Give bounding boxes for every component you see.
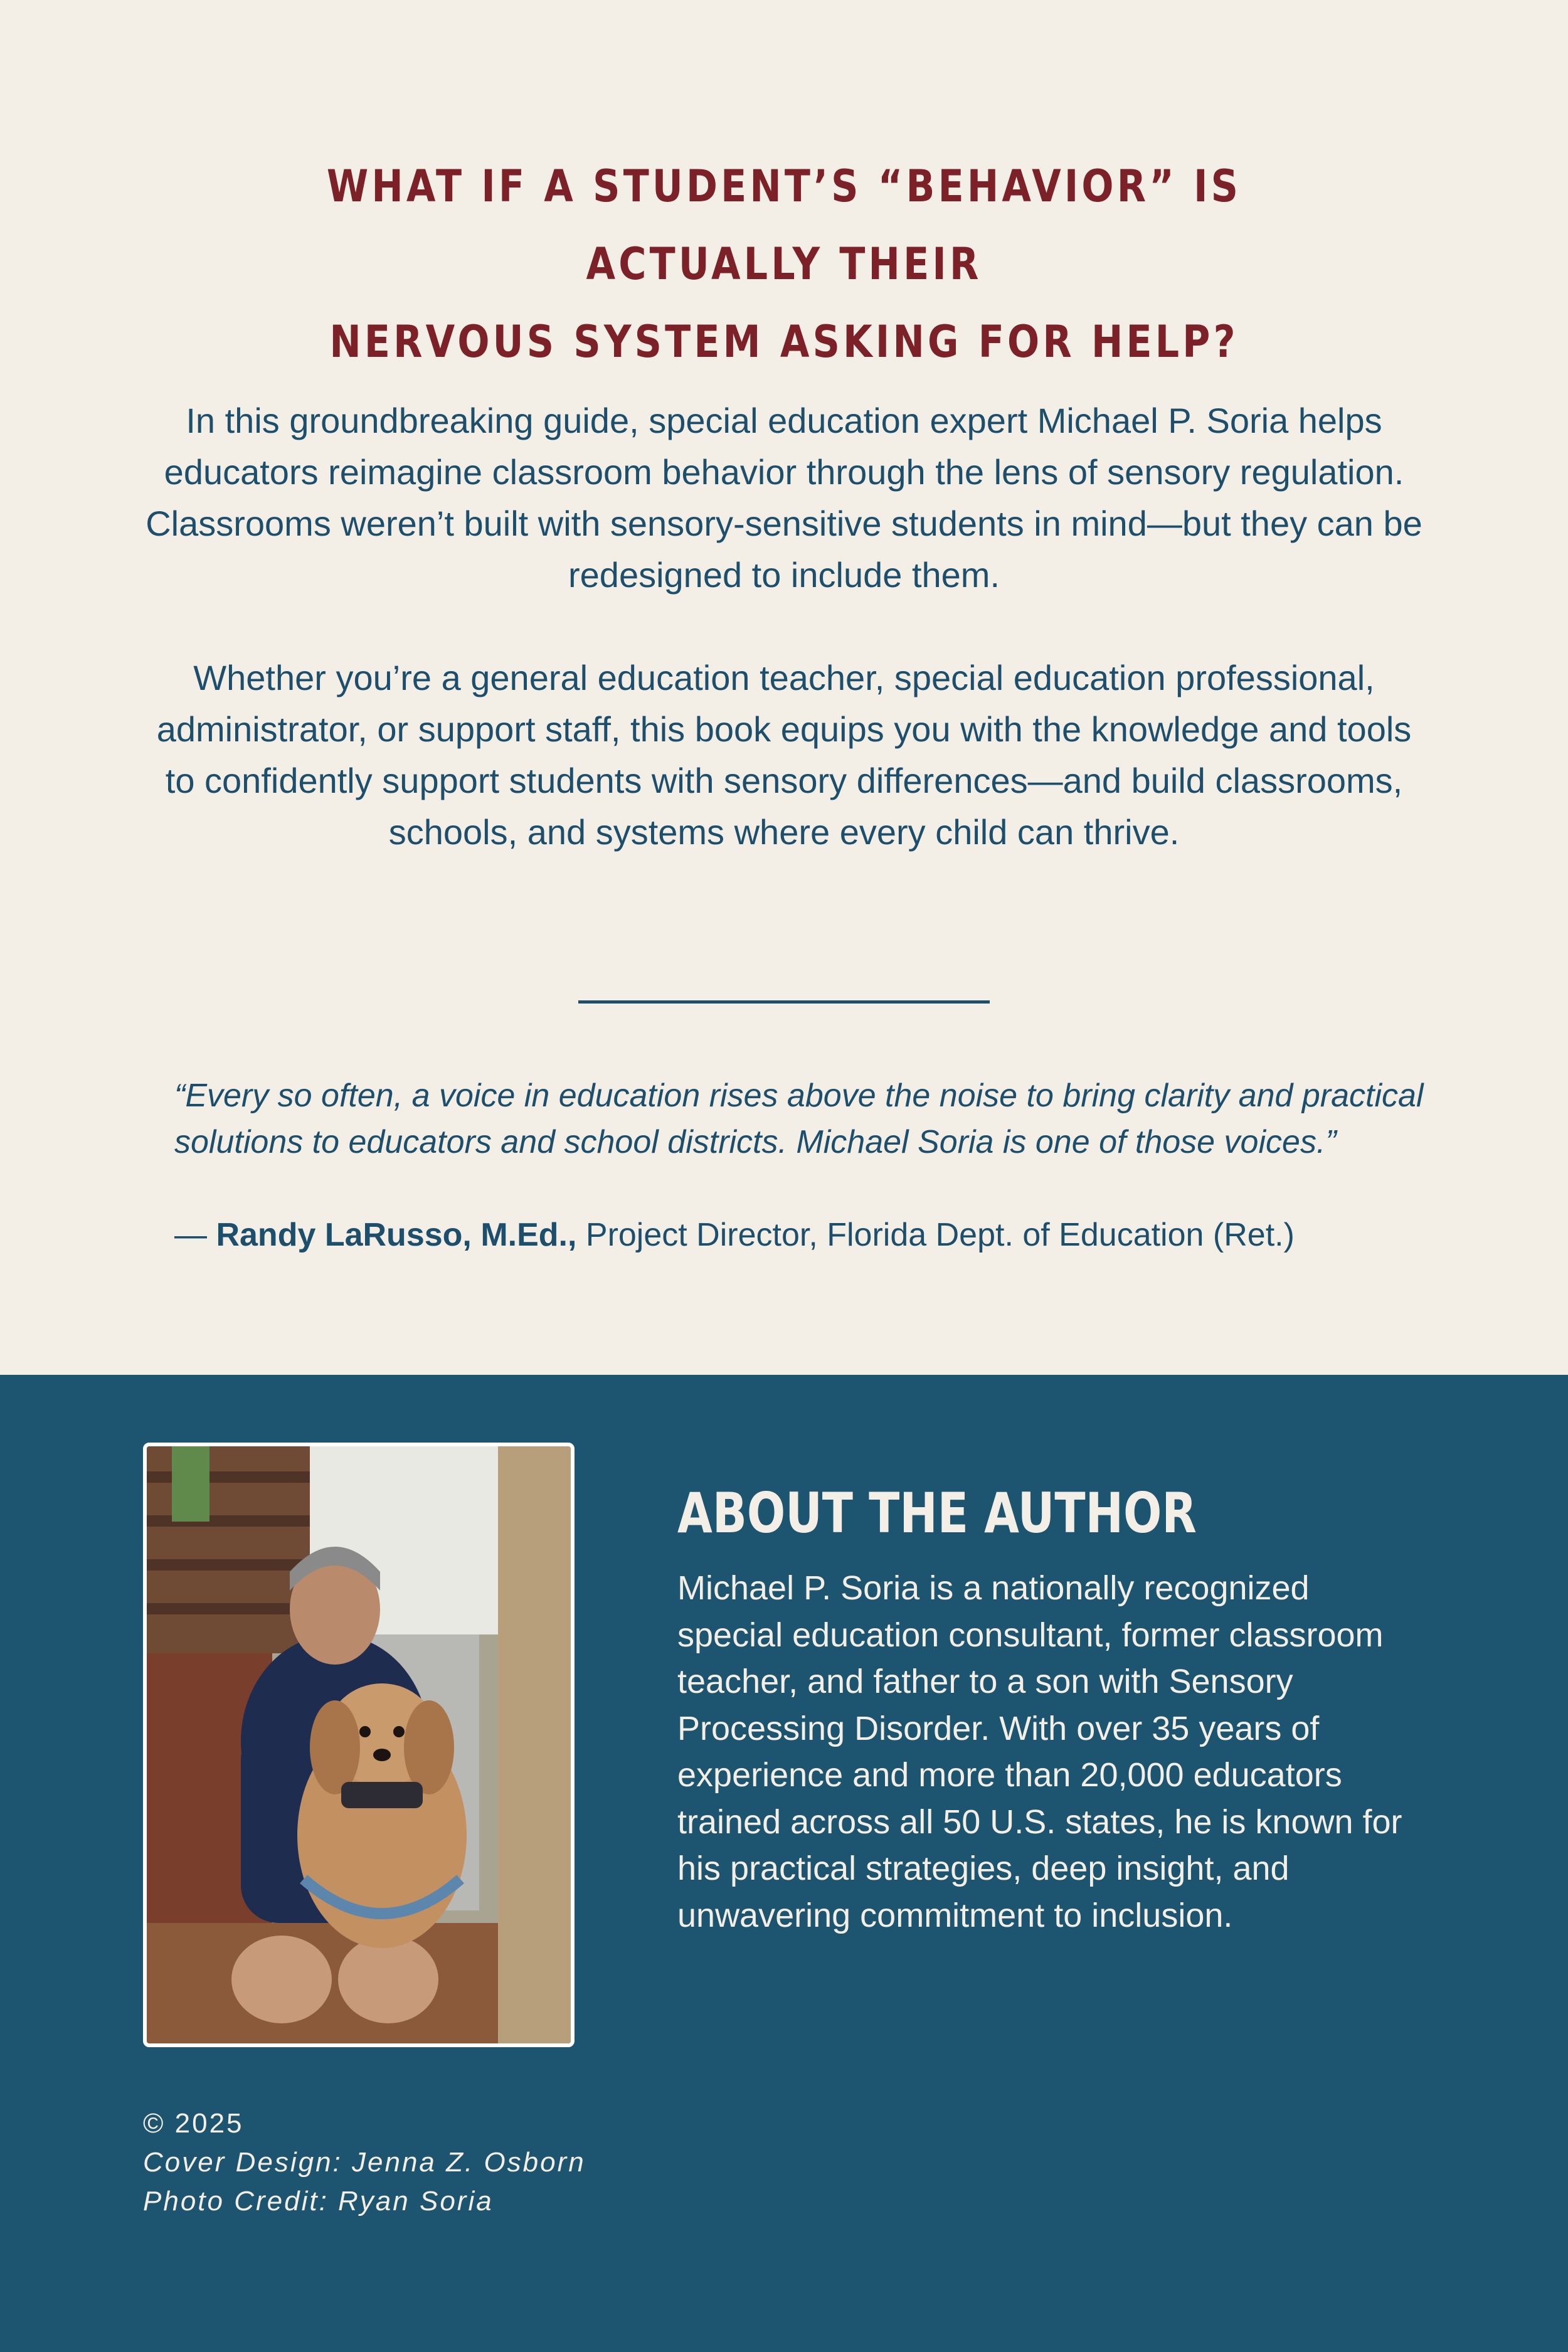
attribution-title: Project Director, Florida Dept. of Education (Ret.) — [585, 1217, 1295, 1253]
about-body: Michael P. Soria is a nationally recognized special education consultant, former classroom teacher, and father to a son with Sensory Processing Disorder. With over 35 years of experience and more than 20,000 educators trained across all 50 U.S. states, he is known for his practical strategies, deep insight, and unwavering commitment to inclusion. — [677, 1569, 1402, 1934]
cover-design-credit: Cover Design: Jenna Z. Osborn — [143, 2147, 586, 2178]
attribution-dash: — — [174, 1217, 207, 1253]
author-photo — [143, 1443, 575, 2047]
intro-paragraph-1: In this groundbreaking guide, special education expert Michael P. Soria helps educators reimagine classroom behavior through the lens of sensory regulation. Classrooms weren’t built with sensory-sensitive students in mind—but they can be redesigned to include them. — [146, 401, 1422, 595]
headline — [218, 147, 1350, 381]
testimonial-attribution — [174, 1212, 1491, 1258]
credits — [143, 2104, 586, 2221]
photo-credit: Photo Credit: Ryan Soria — [143, 2186, 494, 2217]
copyright: © 2025 — [143, 2108, 244, 2139]
section-divider — [578, 1000, 990, 1004]
headline-line-2: NERVOUS SYSTEM ASKING FOR HELP? — [329, 316, 1239, 368]
headline-line-1: WHAT IF A STUDENT’S “BEHAVIOR” IS ACTUALLY THEIR — [326, 161, 1242, 290]
testimonial-quote: “Every so often, a voice in education rises above the noise to bring clarity and practical solutions to educators and school districts. Michael Soria is one of those voices.” — [174, 1078, 1424, 1160]
intro-paragraph-2: Whether you’re a general education teacher, special education professional, administrator, or support staff, this book equips you with the knowledge and tools to confidently support students with sensory differences—and build classrooms, schools, and systems where every child can thrive. — [156, 658, 1412, 852]
about-heading: ABOUT THE AUTHOR — [677, 1481, 1197, 1545]
attribution-name: Randy LaRusso, M.Ed., — [216, 1217, 577, 1253]
